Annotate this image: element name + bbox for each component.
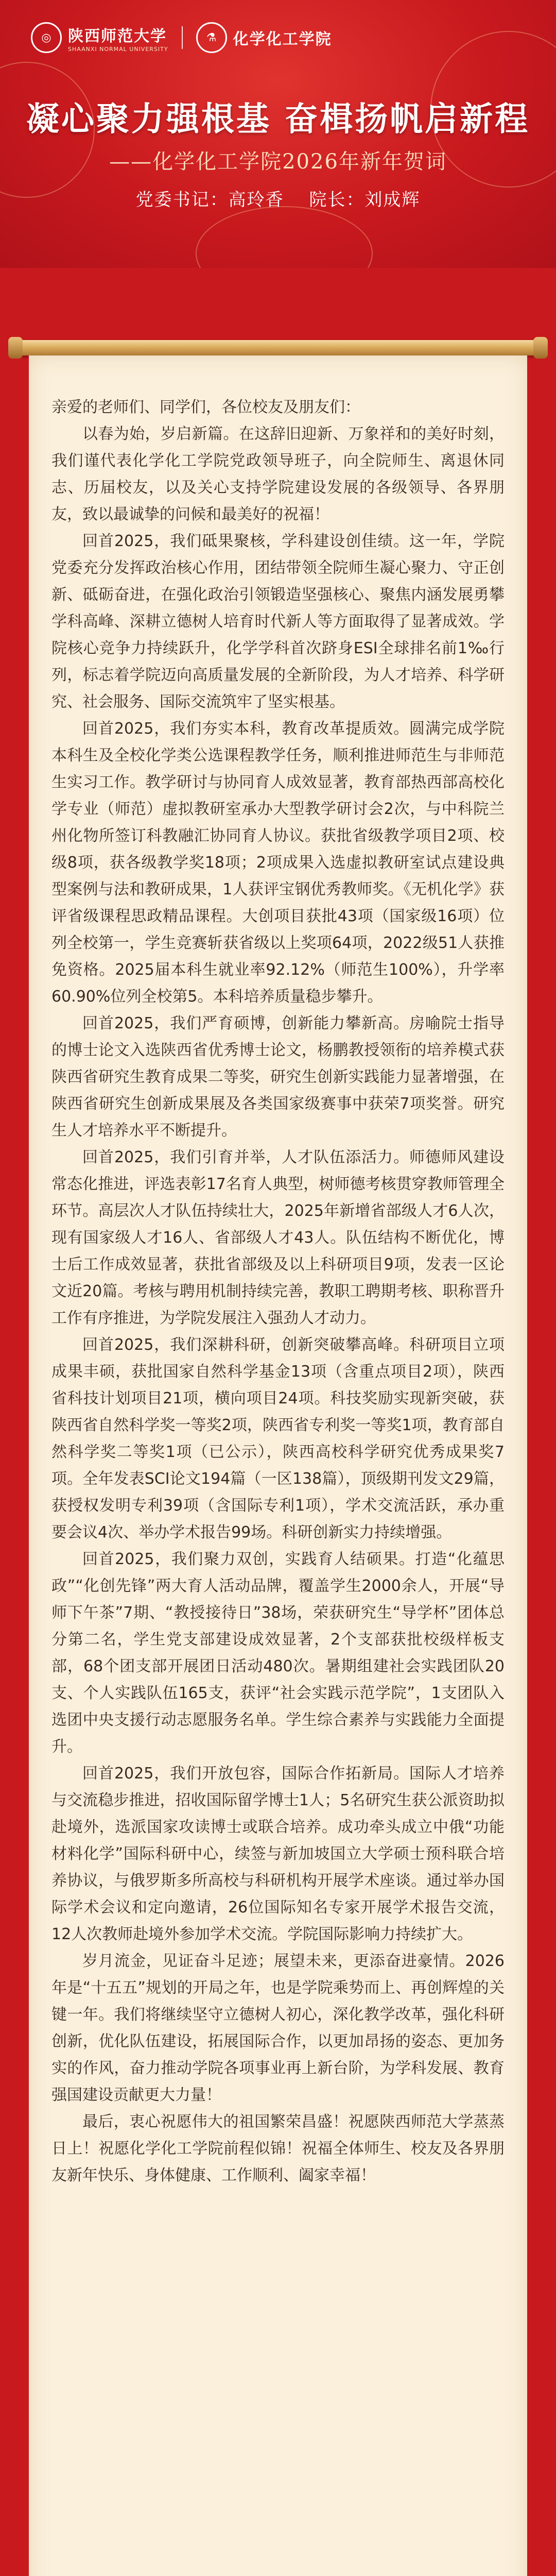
header-banner — [0, 0, 556, 268]
page-subtitle: ——化学化工学院2026年新年贺词 — [109, 150, 447, 174]
scroll-rod-top — [15, 340, 541, 355]
university-name-en: SHAANXI NORMAL UNIVERSITY — [68, 45, 168, 53]
letter-paragraph: 回首2025，我们砥果聚核，学科建设创佳绩。这一年，学院党委充分发挥政治核心作用，团结带领全院师生凝心聚力、守正创新、砥砺奋进，在强化政治引领锻造坚强核心、聚焦内涵发展勇攀学科高峰、深耕立德树人培育时代新人等方面取得了显著成效。学院核心竞争力持续跃升，化学学科首次跻身ESI全球排名前1‰行列，标志着学院迈向高质量发展的全新阶段，为人才培养、科学研究、社会服务、国际交流筑牢了坚实根基。 — [51, 532, 505, 711]
signers-line — [0, 185, 556, 211]
university-seal-icon: ◎ — [31, 22, 62, 53]
college-name: 化学化工学院 — [233, 30, 332, 48]
letter-paragraph: 回首2025，我们严育硕博，创新能力攀新高。房喻院士指导的博士论文入选陕西省优秀博士论文，杨鹏教授领衔的培养模式获陕西省研究生教育成果二等奖，研究生创新实践能力显著增强，在陕西省研究生创新成果展及各类国家级赛事中获荣7项奖誉。研究生人才培养水平不断提升。 — [51, 1014, 505, 1140]
letter-paragraph: 以春为始，岁启新篇。在这辞旧迎新、万象祥和的美好时刻，我们谨代表化学化工学院党政领导班子，向全院师生、离退休同志、历届校友，以及关心支持学院建设发展的各级领导、各界朋友，致以最诚挚的问候和最美好的祝福！ — [51, 425, 505, 523]
university-name: 陕西师范大学 — [68, 27, 167, 45]
rod-knob — [8, 337, 23, 359]
letter-paragraph: 岁月流金，见证奋斗足迹；展望未来，更添奋进豪情。2026年是“十五五”规划的开局之年，也是学院乘势而上、再创辉煌的关键一年。我们将继续坚守立德树人初心，深化教学改革，强化科研创新，优化队伍建设，拓展国际合作，以更加昂扬的姿态、更加务实的作风，奋力推动学院各项事业再上新台阶，为学科发展、教育强国建设贡献更大力量！ — [51, 1952, 505, 2104]
college-emblem-icon: ⚗ — [196, 22, 227, 53]
letter-paragraph: 回首2025，我们深耕科研，创新突破攀高峰。科研项目立项成果丰硕，获批国家自然科学基金13项（含重点项目2项），陕西省科技计划项目21项，横向项目24项。科技奖励实现新突破，获陕西省自然科学奖一等奖2项，陕西省专利奖一等奖1项，教育部自然科学奖二等奖1项（已公示），陕西高校科学研究优秀成果奖7项。全年发表SCI论文194篇（一区138篇），顶级期刊发文29篇，获授权发明专利39项（含国际专利1项），学术交流活跃，承办重要会议4次、举办学术报告99场。科研创新实力持续增强。 — [51, 1336, 505, 1541]
logo-divider — [182, 26, 183, 49]
logo-bar — [31, 20, 525, 56]
salutation: 亲爱的老师们、同学们，各位校友及朋友们： — [51, 398, 360, 416]
rod-knob — [533, 337, 548, 359]
letter-paragraph: 最后，衷心祝愿伟大的祖国繁荣昌盛！祝愿陕西师范大学蒸蒸日上！祝愿化学化工学院前程似锦！祝福全体师生、校友及各界朋友新年快乐、身体健康、工作顺利、阖家幸福！ — [51, 2113, 505, 2184]
secretary-name: 党委书记：高玲香 — [135, 190, 284, 210]
letter-body — [51, 394, 505, 2189]
cloud-ornament — [196, 206, 373, 268]
page-title: 凝心聚力强根基 奋楫扬帆启新程 — [26, 100, 530, 139]
letter-paragraph: 回首2025，我们引育并举，人才队伍添活力。师德师风建设常态化推进，评选表彰17名育人典型，树师德考核贯穿教师管理全环节。高层次人才队伍持续壮大，2025年新增省部级人才6人次，现有国家级人才16人、省部级人才43人。队伍结构不断优化，博士后工作成效显著，获批省部级及以上科研项目9项，发表一区论文近20篇。考核与聘用机制持续完善，教职工聘期考核、职称晋升工作有序推进，为学院发展注入强劲人才动力。 — [51, 1148, 505, 1327]
dean-name: 院长：刘成辉 — [309, 190, 421, 210]
university-logo — [62, 23, 168, 53]
letter-paragraph: 回首2025，我们夯实本科，教育改革提质效。圆满完成学院本科生及全校化学类公选课程教学任务，顺利推进师范生与非师范生实习工作。教学研讨与协同育人成效显著，教育部热西部高校化学专业（师范）虚拟教研室承办大型教学研讨会2次，与中科院兰州化物所签订科教融汇协同育人协议。获批省级教学项目2项、校级8项，获各级教学奖18项；2项成果入选虚拟教研室试点建设典型案例与法和教研成果，1人获评宝钢优秀教师奖。《无机化学》获评省级课程思政精品课程。大创项目获批43项（国家级16项）位列全校第一，学生竞赛斩获省级以上奖项64项，2022级51人获推免资格。2025届本科生就业率92.12%（师范生100%），升学率60.90%位列全校第5。本科培养质量稳步攀升。 — [51, 720, 505, 1006]
letter-paragraph: 回首2025，我们聚力双创，实践育人结硕果。打造“化蕴思政”“化创先锋”两大育人活动品牌，覆盖学生2000余人，开展“导师下午茶”7期、“教授接待日”38场，荣获研究生“导学杯”团体总分第二名，学生党支部建设成效显著，2个支部获批校级样板支部，68个团支部开展团日活动480次。暑期组建社会实践团队20支、个人实践队伍165支，获评“社会实践示范学院”，1支团队入选团中央支援行动志愿服务名单。学生综合素养与实践能力全面提升。 — [51, 1550, 505, 1756]
letter-paragraph: 回首2025，我们开放包容，国际合作拓新局。国际人才培养与交流稳步推进，招收国际留学博士1人；5名研究生获公派资助拟赴境外，选派国家攻读博士或联合培养。成功牵头成立中俄“功能材料化学”国际科研中心，续签与新加坡国立大学硕士预科联合培养协议，与俄罗斯多所高校与科研机构开展学术座谈。通过举办国际学术会议和定向邀请，26位国际知名专家开展学术报告交流，12人次教师赴境外参加学术交流。学院国际影响力持续扩大。 — [51, 1765, 505, 1943]
